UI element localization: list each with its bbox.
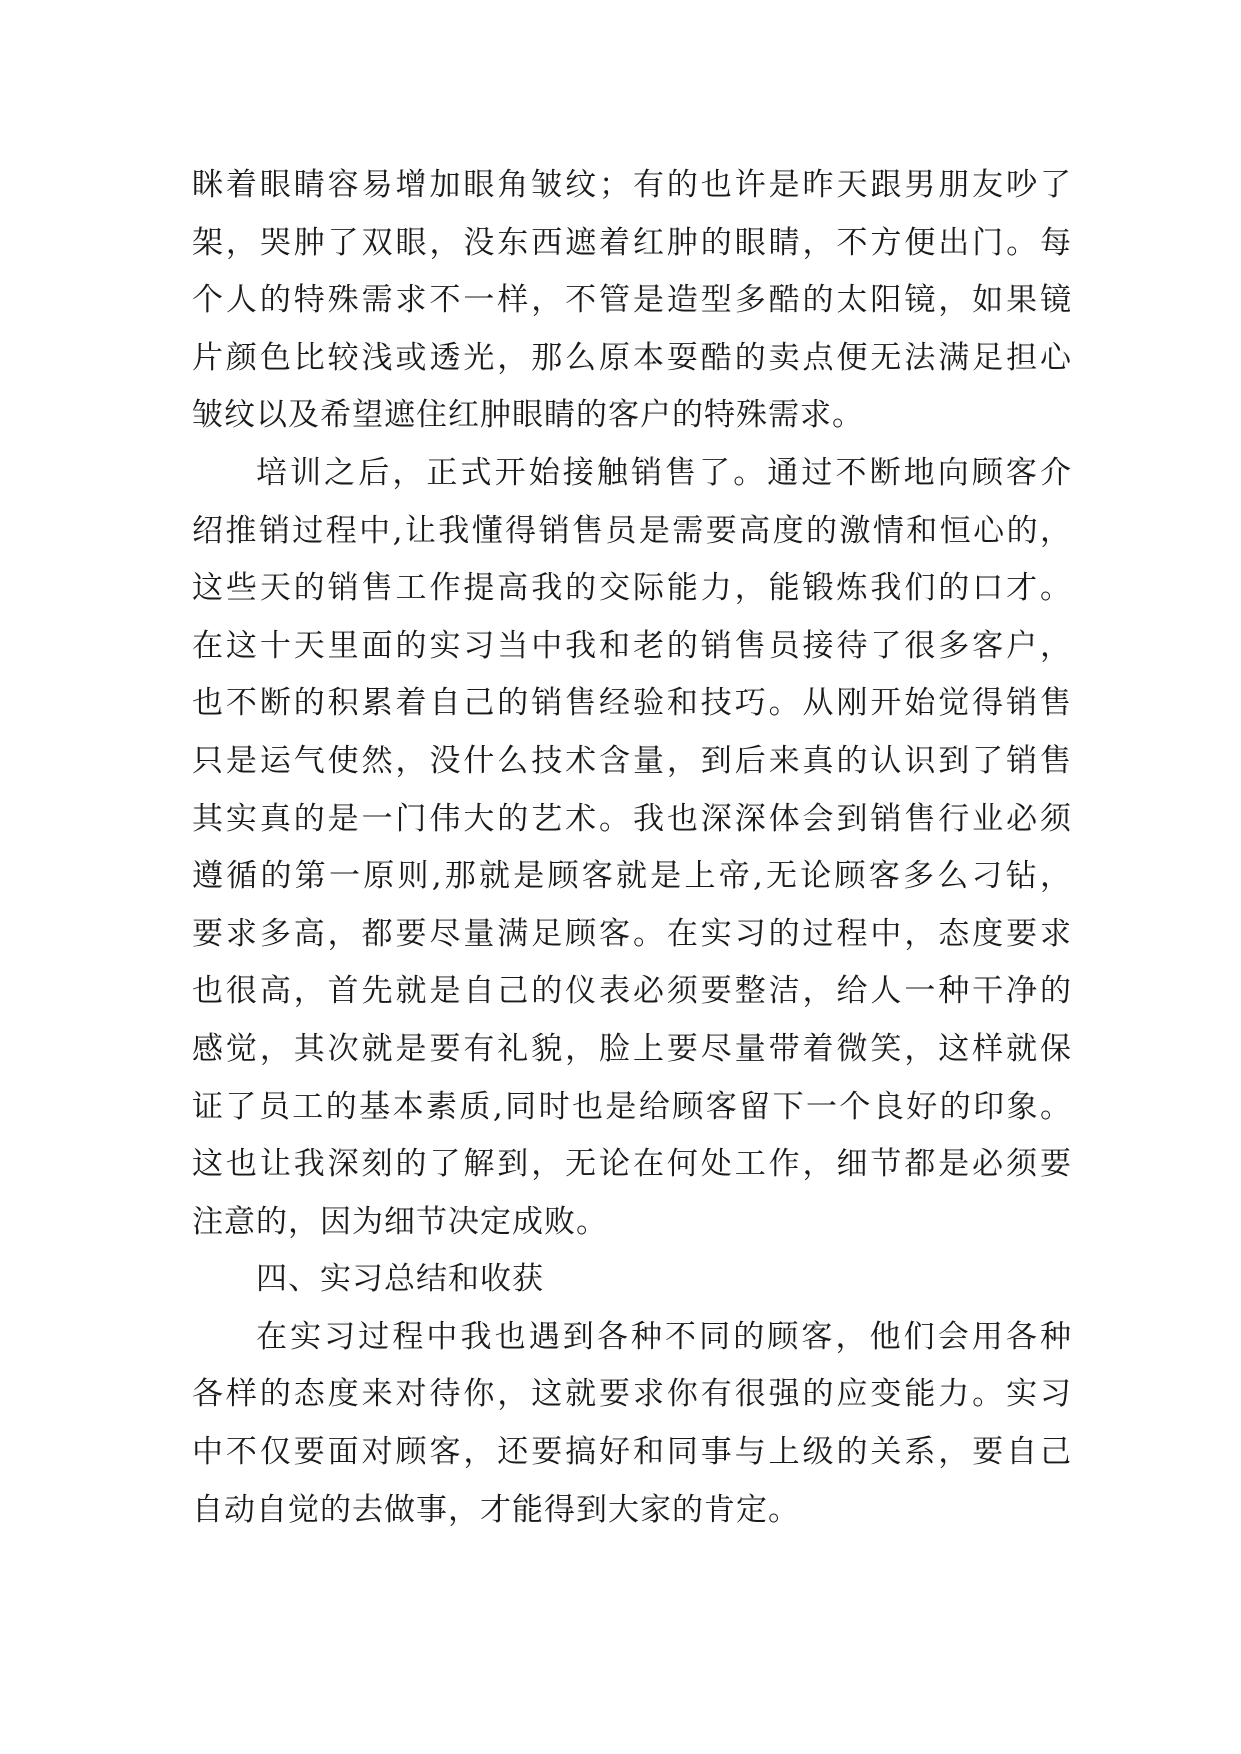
text-line: 在这十天里面的实习当中我和老的销售员接待了很多客户， [192, 627, 1072, 664]
text-line: 片颜色比较浅或透光，那么原本耍酷的卖点便无法满足担心 [192, 339, 1072, 376]
text-line: 自动自觉的去做事，才能得到大家的肯定。 [192, 1491, 800, 1528]
text-line: 这些天的销售工作提高我的交际能力，能锻炼我们的口才。 [192, 570, 1072, 607]
text-line: 绍推销过程中,让我懂得销售员是需要高度的激情和恒心的， [192, 512, 1072, 549]
text-line: 这也让我深刻的了解到，无论在何处工作，细节都是必须要 [192, 1146, 1072, 1183]
text-line: 感觉，其次就是要有礼貌，脸上要尽量带着微笑，这样就保 [192, 1030, 1072, 1067]
text-line: 架，哭肿了双眼，没东西遮着红肿的眼睛，不方便出门。每 [192, 224, 1072, 261]
text-line: 其实真的是一门伟大的艺术。我也深深体会到销售行业必须 [192, 800, 1072, 837]
text-line: 也不断的积累着自己的销售经验和技巧。从刚开始觉得销售 [192, 685, 1072, 722]
paragraph-first-line: 在实习过程中我也遇到各种不同的顾客，他们会用各种 [256, 1318, 1072, 1355]
text-line: 中不仅要面对顾客，还要搞好和同事与上级的关系，要自己 [192, 1434, 1072, 1471]
body-text [192, 157, 1072, 1539]
text-line: 也很高，首先就是自己的仪表必须要整洁，给人一种干净的 [192, 973, 1072, 1010]
text-line: 证了员工的基本素质,同时也是给顾客留下一个良好的印象。 [192, 1088, 1072, 1125]
text-line: 皱纹以及希望遮住红肿眼睛的客户的特殊需求。 [192, 397, 864, 434]
section-heading: 四、实习总结和收获 [256, 1261, 544, 1298]
text-line: 个人的特殊需求不一样，不管是造型多酷的太阳镜，如果镜 [192, 282, 1072, 319]
text-line: 各样的态度来对待你，这就要求你有很强的应变能力。实习 [192, 1376, 1072, 1413]
text-line: 要求多高，都要尽量满足顾客。在实习的过程中，态度要求 [192, 915, 1072, 952]
text-line: 遵循的第一原则,那就是顾客就是上帝,无论顾客多么刁钻， [192, 858, 1072, 895]
paragraph-first-line: 培训之后，正式开始接触销售了。通过不断地向顾客介 [256, 454, 1072, 491]
text-line: 眯着眼睛容易增加眼角皱纹；有的也许是昨天跟男朋友吵了 [192, 167, 1072, 203]
text-line: 注意的，因为细节决定成败。 [192, 1203, 608, 1240]
text-line: 只是运气使然，没什么技术含量，到后来真的认识到了销售 [192, 742, 1072, 779]
